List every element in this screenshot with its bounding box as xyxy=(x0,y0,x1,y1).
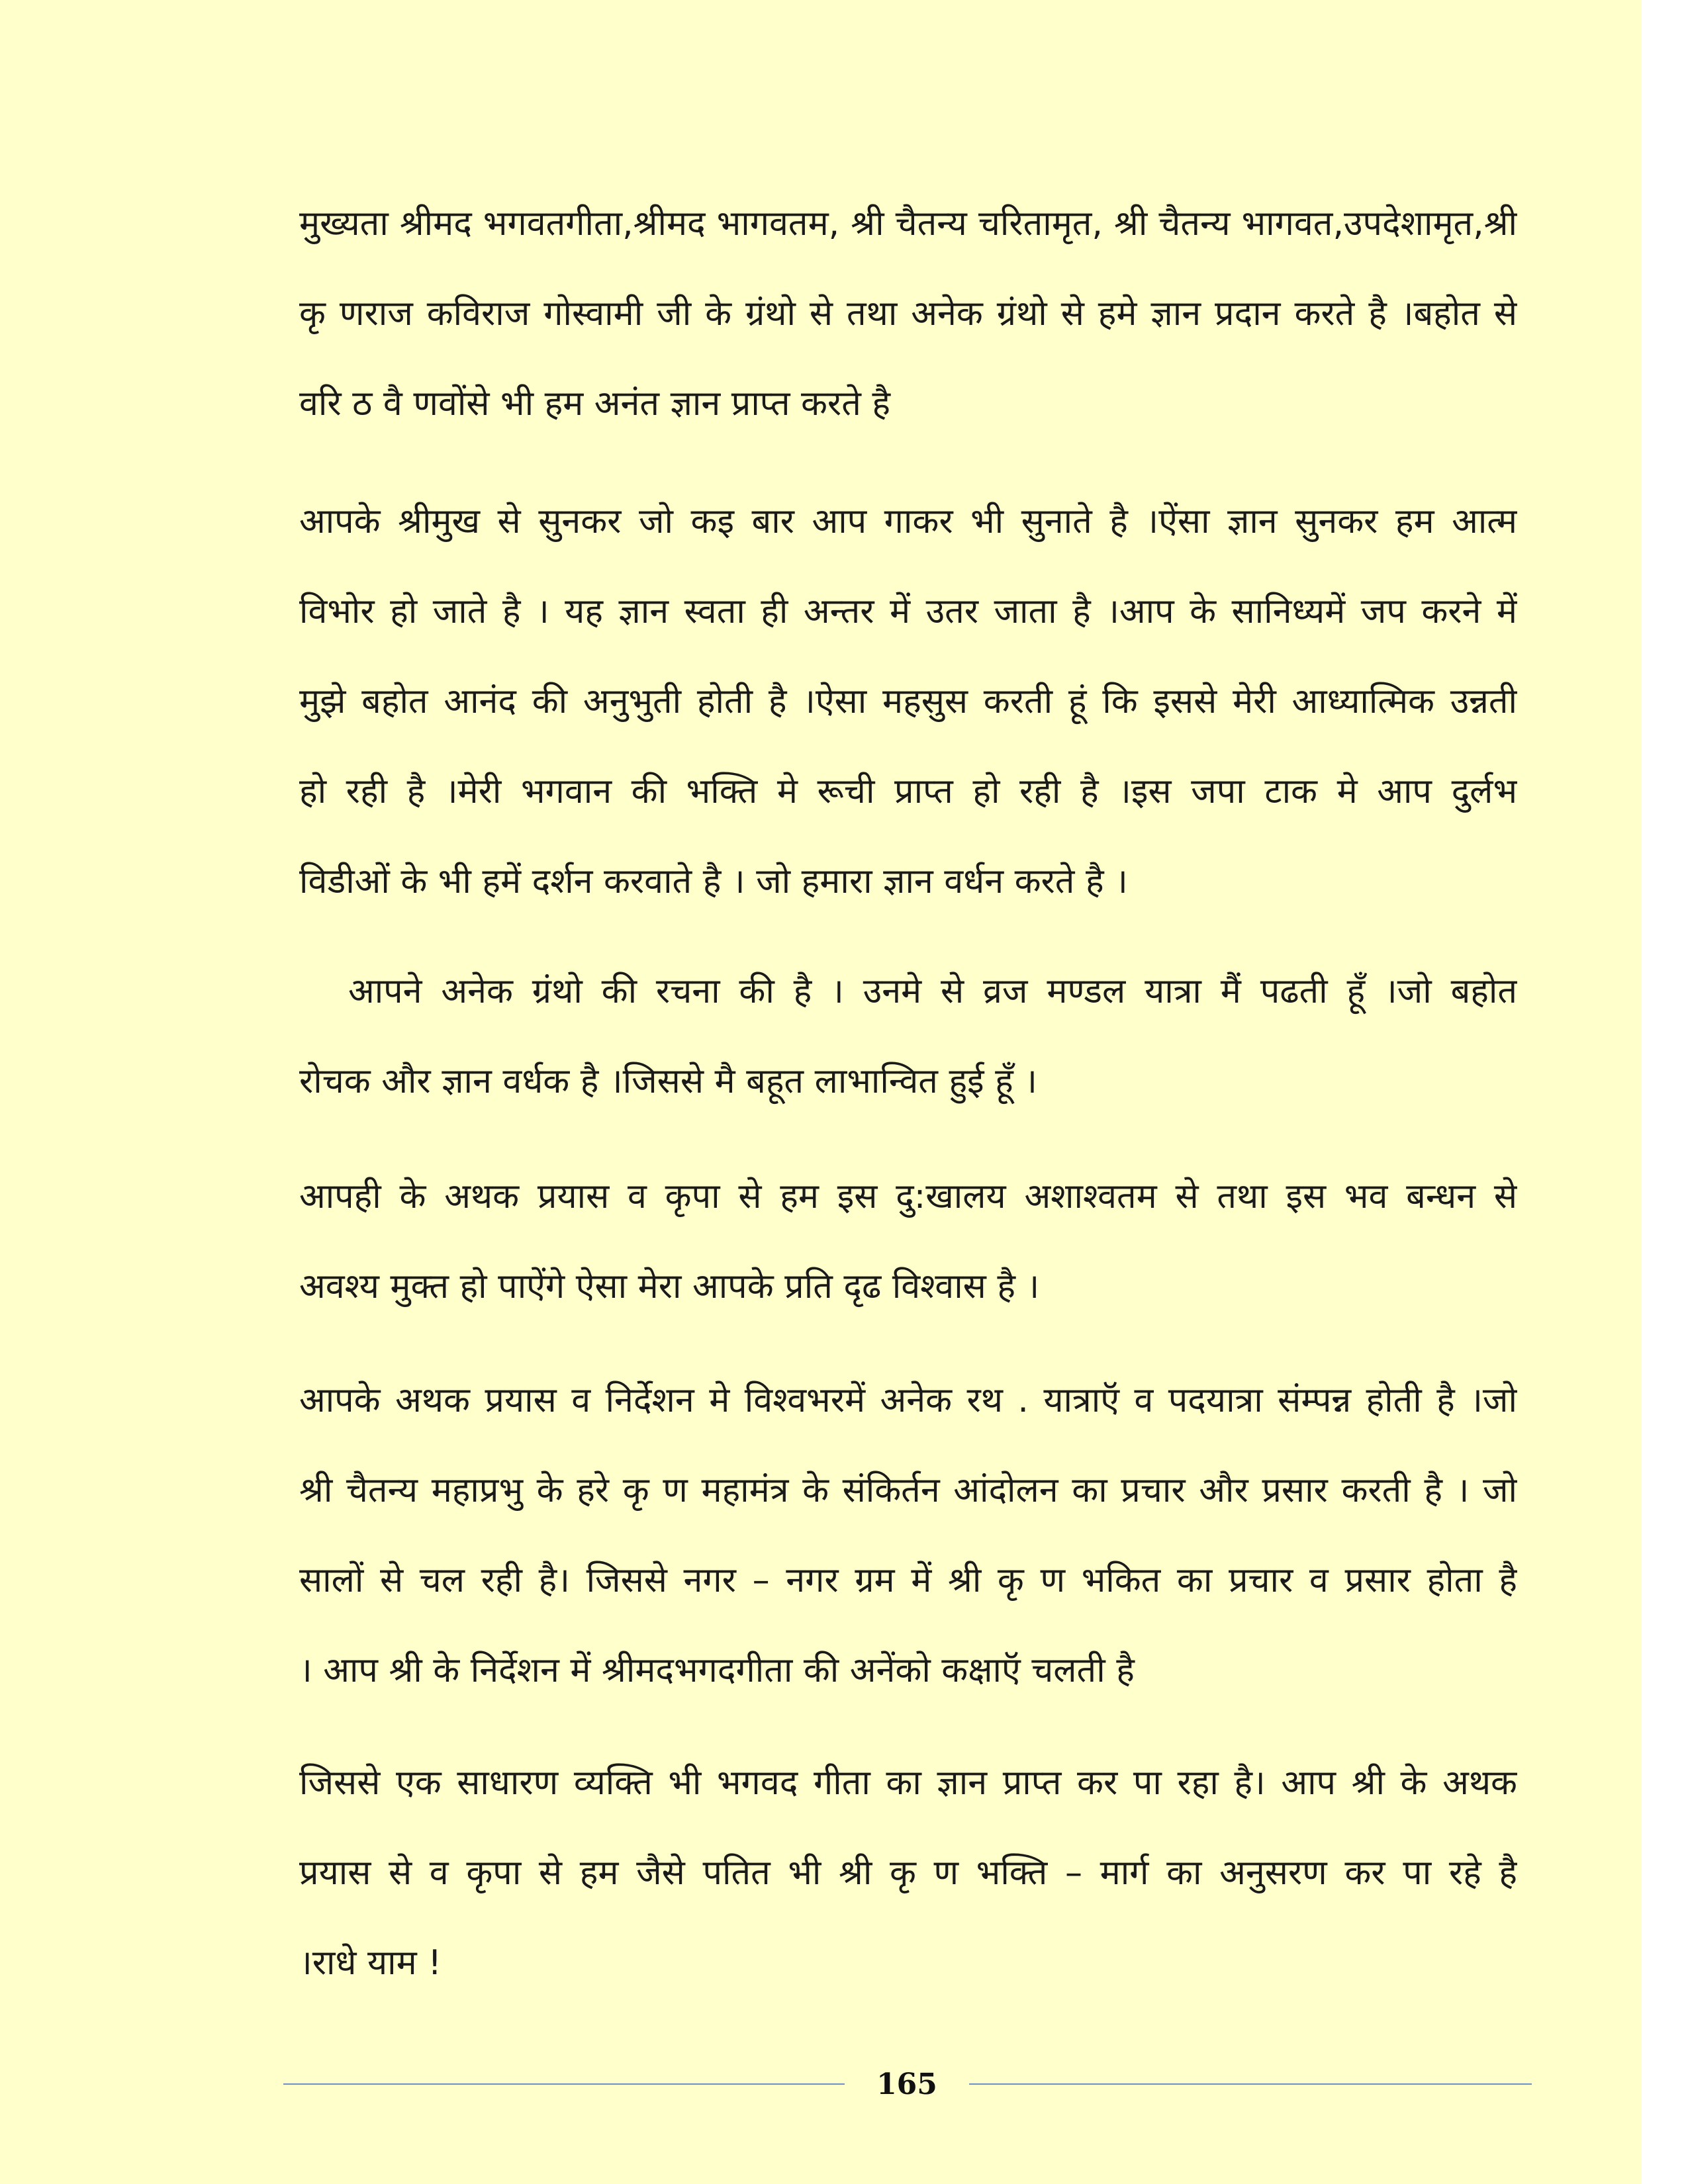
paragraph-line: मुख्यता श्रीमद भगवतगीता,श्रीमद भागवतम, श्री चैतन्य चरितामृत, श्री चैतन्य भागवत,उपदेशामृत,श्री xyxy=(299,204,1517,244)
paragraph-line: आपके श्रीमुख से सुनकर जो कइ बार आप गाकर भी सुनाते है ।ऐंसा ज्ञान सुनकर हम आत्म xyxy=(299,502,1517,541)
paragraph-line: आपही के अथक प्रयास व कृपा से हम इस दु:खालय अशाश्वतम से तथा इस भव बन्धन से xyxy=(299,1177,1517,1216)
paragraph-2 xyxy=(299,477,1517,927)
footer-rule-left xyxy=(283,2083,845,2085)
paragraph-line: विडीओं के भी हमें दर्शन करवाते है । जो हमारा ज्ञान वर्धन करते है । xyxy=(299,862,1128,901)
paragraph-6 xyxy=(299,1738,1517,2008)
paragraph-line: कृ णराज कविराज गोस्वामी जी के ग्रंथो से तथा अनेक ग्रंथो से हमे ज्ञान प्रदान करते है ।बहोत से xyxy=(299,294,1517,334)
paragraph-4 xyxy=(299,1152,1517,1332)
paragraph-line: आपके अथक प्रयास व निर्देशन मे विश्वभरमें अनेक रथ . यात्राऍ व पदयात्रा संम्पन्न होती है ।जो xyxy=(299,1381,1517,1420)
paragraph-1 xyxy=(299,179,1517,449)
paragraph-5 xyxy=(299,1355,1517,1715)
paragraph-line: विभोर हो जाते है । यह ज्ञान स्वता ही अन्तर में उतर जाता है ।आप के सानिध्यमें जप करने में xyxy=(299,592,1517,631)
page-number: 165 xyxy=(876,2068,937,2101)
footer-rule-right xyxy=(969,2083,1532,2085)
paragraph-line: आपने अनेक ग्रंथो की रचना की है । उनमे से व्रज मण्डल यात्रा मैं पढती हूँ ।जो बहोत xyxy=(348,972,1517,1011)
paragraph-line: मुझे बहोत आनंद की अनुभुती होती है ।ऐसा महसुस करती हूं कि इससे मेरी आध्यात्मिक उन्नती xyxy=(299,682,1517,721)
paragraph-line: ।राधे याम ! xyxy=(299,1943,442,1983)
paragraph-line: हो रही है ।मेरी भगवान की भक्ति मे रूची प्राप्त हो रही है ।इस जपा टाक मे आप दुर्लभ xyxy=(299,772,1517,811)
paragraph-3 xyxy=(299,946,1517,1126)
paragraph-line: प्रयास से व कृपा से हम जैसे पतित भी श्री कृ ण भक्ति – मार्ग का अनुसरण कर पा रहे है xyxy=(299,1853,1517,1893)
paragraph-line: अवश्य मुक्त हो पाऐंगे ऐसा मेरा आपके प्रति दृढ विश्वास है । xyxy=(299,1267,1040,1306)
paragraph-line: जिससे एक साधारण व्यक्ति भी भगवद गीता का ज्ञान प्राप्त कर पा रहा है। आप श्री के अथक xyxy=(299,1763,1517,1803)
paragraph-line: । आप श्री के निर्देशन में श्रीमदभगदगीता की अनेंको कक्षाऍ चलती है xyxy=(299,1651,1135,1690)
paragraph-line: रोचक और ज्ञान वर्धक है ।जिससे मै बहूत लाभान्वित हुई हूँ । xyxy=(299,1062,1037,1101)
page-footer xyxy=(283,2058,1532,2111)
paragraph-line: सालों से चल रही है। जिससे नगर – नगर ग्रम में श्री कृ ण भकित का प्रचार व प्रसार होता है xyxy=(299,1561,1517,1600)
paragraph-line: वरि ठ वै णवोंसे भी हम अनंत ज्ञान प्राप्त करते है xyxy=(299,384,890,424)
paragraph-line: श्री चैतन्य महाप्रभु के हरे कृ ण महामंत्र के संकिर्तन आंदोलन का प्रचार और प्रसार करती है । जो xyxy=(299,1471,1517,1510)
